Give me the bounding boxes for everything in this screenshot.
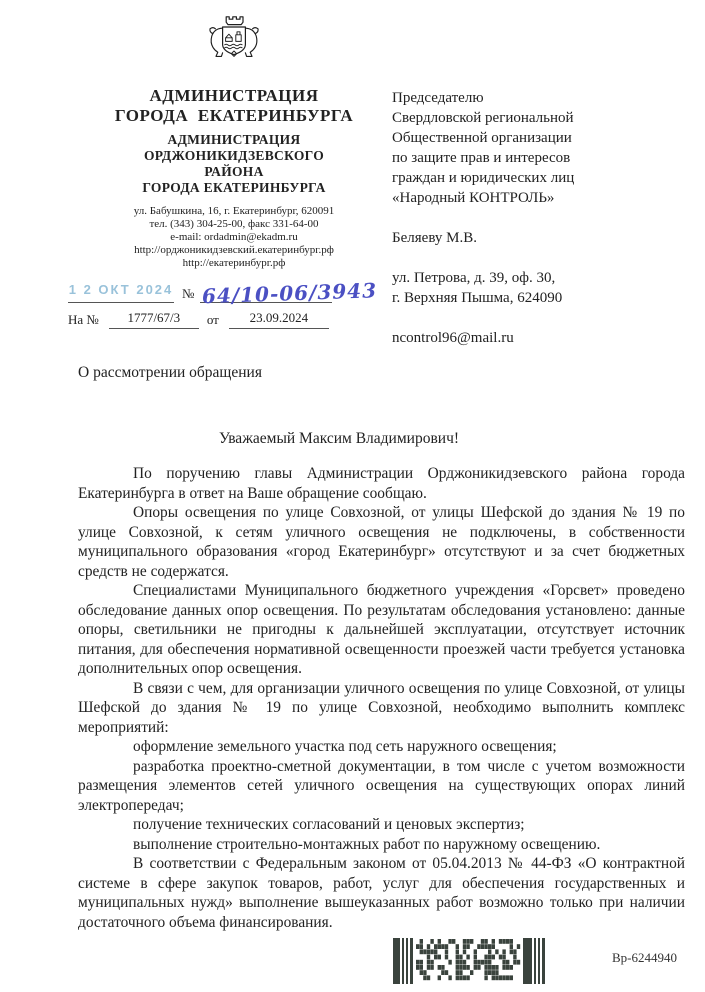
body-paragraph: В связи с чем, для организации уличного освещения по улице Совхозной, от улицы Шефской до здания № 19 по улице Совхозной, необходимо выполнить комплекс мероприятий: — [78, 679, 685, 736]
org-name-line: ГОРОДА ЕКАТЕРИНБУРГА — [114, 106, 354, 125]
reference-row-incoming — [68, 310, 390, 329]
document-code: Вр-6244940 — [612, 950, 677, 965]
recipient-line: ул. Петрова, д. 39, оф. 30, — [392, 270, 556, 286]
org-name-line: АДМИНИСТРАЦИЯ — [149, 86, 319, 105]
body-paragraph: разработка проектно-сметной документации, в том числе с учетом возможности размещения элементов сетей уличного освещения на существующих опорах линий электропередач; — [78, 757, 685, 814]
recipient-line: Председателю — [392, 90, 484, 106]
body-paragraph: Специалистами Муниципального бюджетного учреждения «Горсвет» проведено обследование данных опор освещения. По результатам обследования установлено: данные опоры, светильники не пригодны к дальнейшей эксплуатации, отсутствует источник питания, для обеспечения нормативной освещенности проезжей части требуется установка дополнительных опор освещения. — [78, 582, 685, 677]
contact-info-line: e-mail: ordadmin@ekadm.ru — [170, 231, 298, 243]
contact-info-line: тел. (343) 304-25-00, факс 331-64-00 — [149, 218, 319, 230]
date-stamp: 1 2 ОКТ 2024 — [68, 282, 174, 297]
letterhead — [68, 8, 390, 348]
outgoing-number-field — [200, 278, 378, 309]
contact-info-line: http://екатеринбург.рф — [182, 257, 286, 269]
reply-date-field — [229, 310, 329, 329]
body-paragraph: оформление земельного участка под сеть наружного освещения; — [133, 738, 557, 755]
reply-label: На № — [68, 312, 99, 327]
body-paragraph: выполнение строительно-монтажных работ по наружному освещению. — [133, 835, 601, 853]
recipient-line: ncontrol96@mail.ru — [392, 330, 514, 346]
dept-name-line: ГОРОДА ЕКАТЕРИНБУРГА — [142, 180, 326, 195]
reference-block — [68, 278, 390, 329]
from-label: от — [206, 312, 219, 327]
reply-number: 1777/67/3 — [127, 310, 181, 325]
recipient-line: г. Верхняя Пышма, 624090 — [392, 290, 563, 306]
body-paragraph: В соответствии с Федеральным законом от 05.04.2013 № 44-ФЗ «О контрактной системе в сфере закупок товаров, работ, услуг для обеспечения государственных и муниципальных нужд» выполнение вышеуказанных работ возможно только при наличии достаточного объема финансирования. — [78, 855, 685, 931]
coat-of-arms-emblem — [201, 10, 267, 74]
recipient-line — [392, 308, 685, 328]
letter-body — [78, 464, 685, 932]
recipient-line: по защите прав и интересов — [392, 150, 571, 166]
contact-info — [78, 205, 390, 270]
recipient-line: «Народный КОНТРОЛЬ» — [392, 190, 555, 206]
body-paragraph: Опоры освещения по улице Совхозной, от улицы Шефской до здания № 19 по улице Совхозной, к сетям уличного освещения не подключены, в собственности муниципального образования «город Екатеринбург» отсутствуют и за счет бюджетных средств не содержатся. — [78, 504, 685, 580]
date-stamp-field — [68, 282, 174, 303]
outgoing-number-handwritten: 64/10-06/3943 — [202, 278, 378, 309]
recipient-line — [392, 248, 685, 268]
letter-header — [68, 8, 685, 348]
salutation: Уважаемый Максим Владимирович! — [218, 430, 460, 447]
reference-row-outgoing — [68, 278, 390, 309]
body-paragraph: получение технических согласований и ценовых экспертиз; — [133, 816, 525, 833]
subject-line: О рассмотрении обращения — [78, 364, 262, 381]
number-label: № — [182, 286, 195, 301]
reply-number-field — [109, 310, 199, 329]
reply-date: 23.09.2024 — [249, 310, 309, 325]
barcode — [385, 938, 555, 984]
recipient-line: Общественной организации — [392, 130, 572, 146]
dept-name — [78, 132, 390, 196]
recipient-line: Беляеву М.В. — [392, 230, 477, 246]
recipient-line: Свердловской региональной — [392, 110, 574, 126]
recipient-line — [392, 208, 685, 228]
org-name — [78, 86, 390, 126]
recipient-block — [390, 8, 685, 348]
recipient-line: граждан и юридических лиц — [392, 170, 575, 186]
body-paragraph: По поручению главы Администрации Орджоникидзевского района города Екатеринбурга в ответ на Ваше обращение сообщаю. — [78, 465, 685, 502]
dept-name-line: РАЙОНА — [204, 164, 264, 179]
dept-name-line: ОРДЖОНИКИДЗЕВСКОГО — [143, 148, 324, 163]
dept-name-line: АДМИНИСТРАЦИЯ — [167, 132, 301, 147]
contact-info-line: ул. Бабушкина, 16, г. Екатеринбург, 620091 — [133, 205, 335, 217]
contact-info-line: http://орджоникидзевский.екатеринбург.рф — [134, 244, 334, 256]
